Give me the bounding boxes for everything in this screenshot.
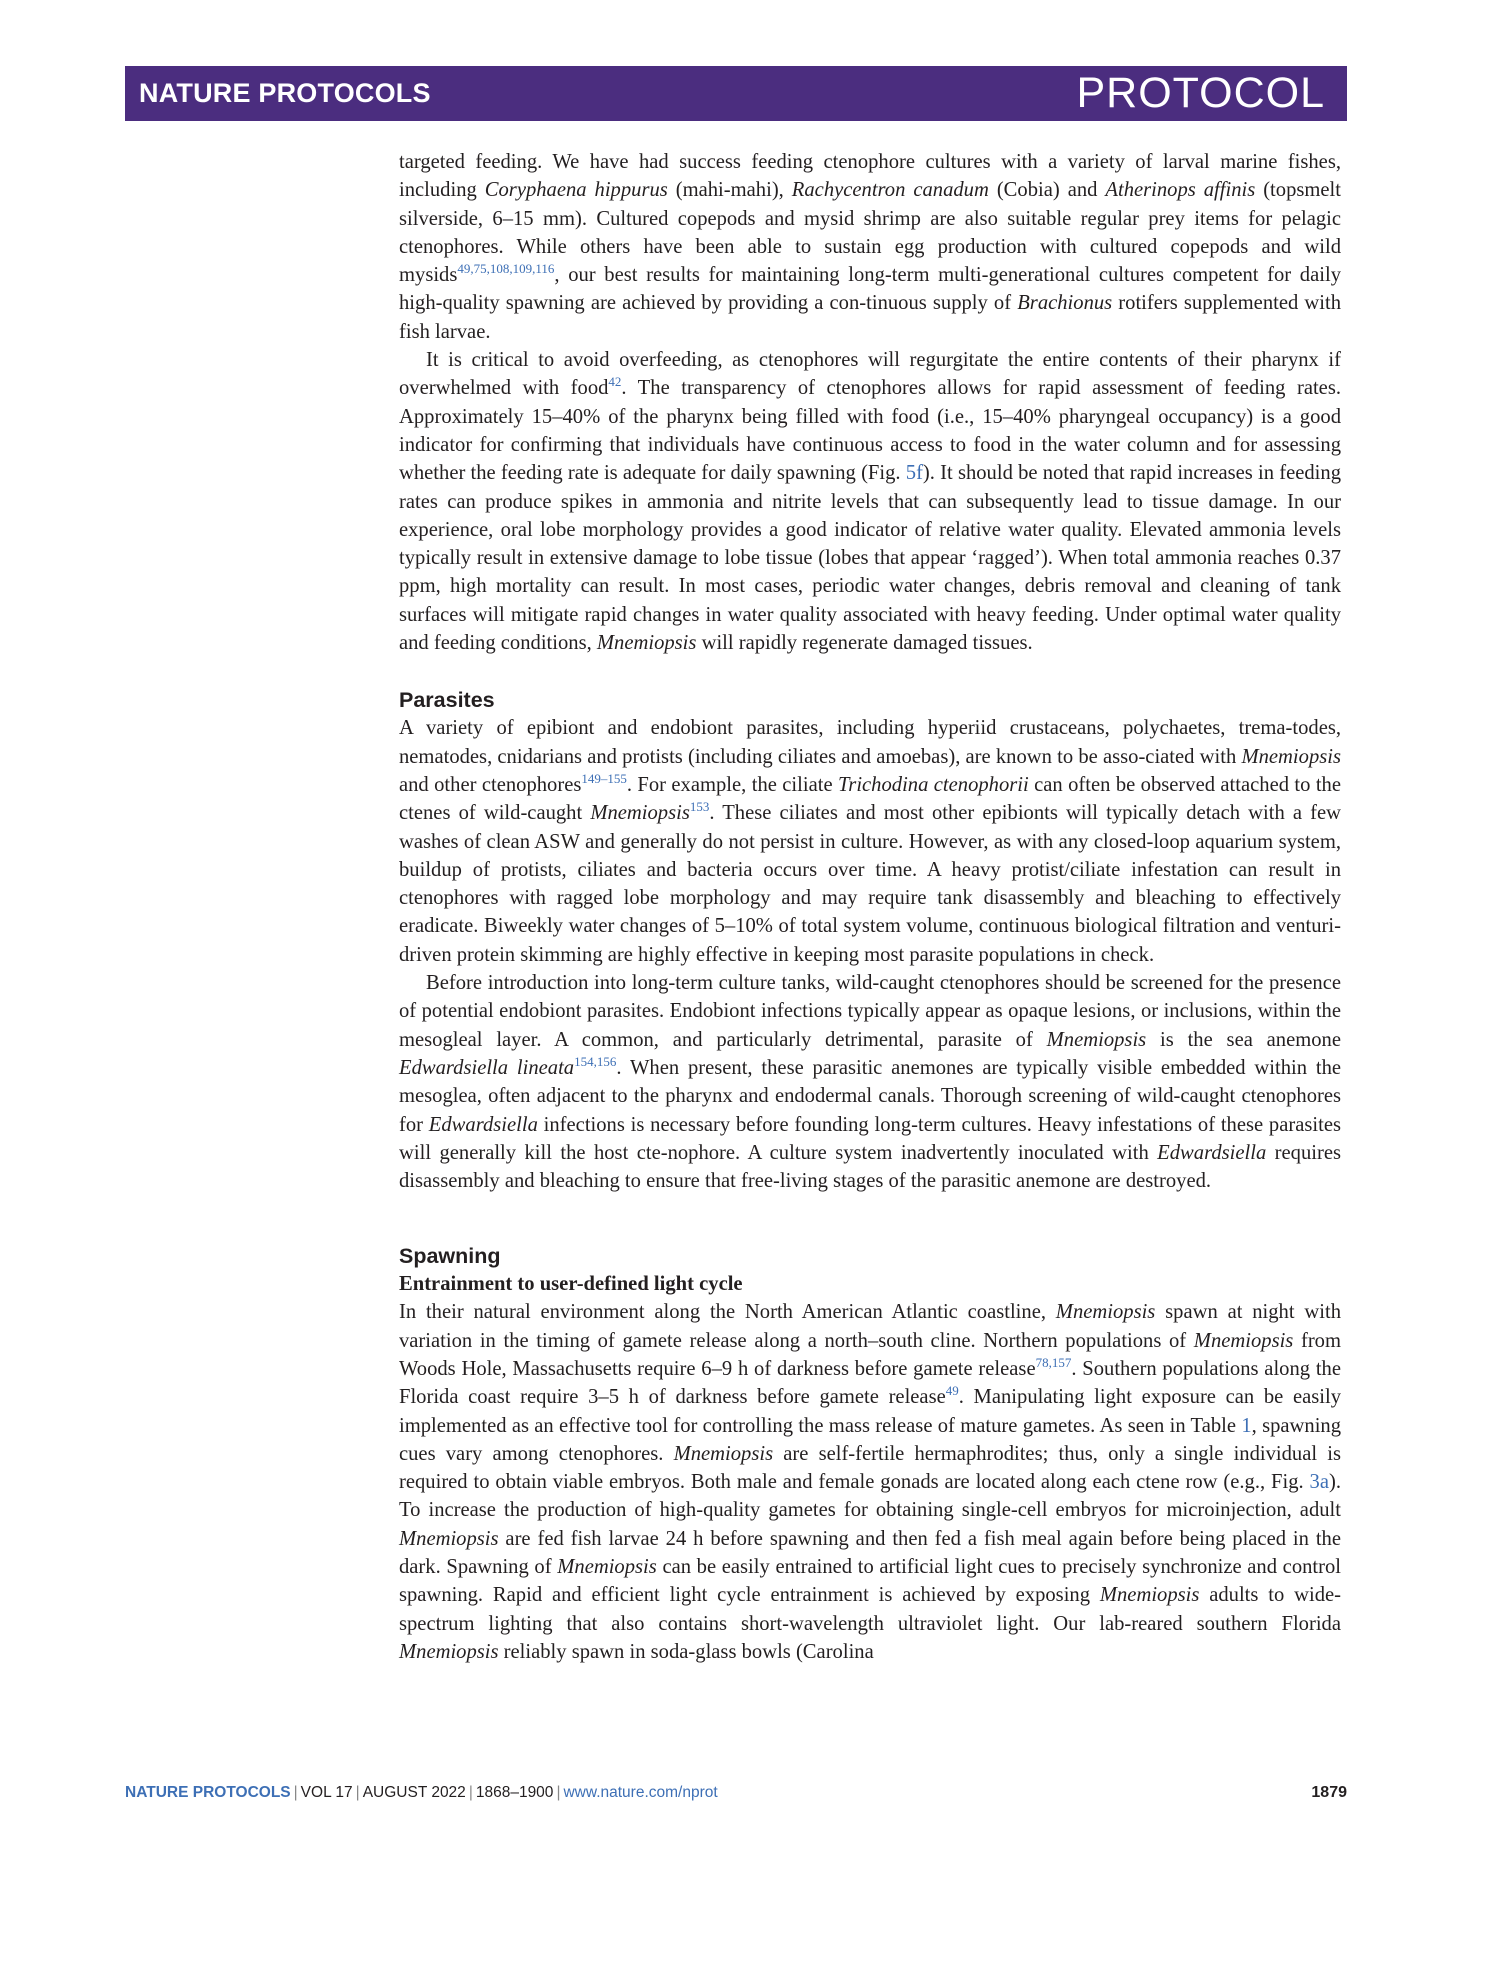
text-run: , spawning cues vary among ctenophores. (399, 1414, 1342, 1465)
paragraph (399, 346, 1341, 657)
footer-journal: NATURE PROTOCOLS (125, 1784, 291, 1801)
subsection-heading: Entrainment to user-defined light cycle (399, 1273, 743, 1296)
text-run: ). To increase the production of high-quality gametes for obtaining single-cell embryos for microinjection, adult (399, 1471, 1341, 1522)
paragraph (399, 969, 1341, 1195)
footer-volume: VOL 17 (300, 1784, 353, 1801)
text-run: . The transparency of ctenophores allows for rapid assessment of feeding rates. Approximately 15–40% of the pharynx being filled with food (i.e., 15–40% pharyngeal occupancy) is a good indicator for confirming that individuals have continuous access to food in the water column and for assessing whether the feeding rate is adequate for daily spawning (Fig. (399, 377, 1341, 485)
footer-separator: | (293, 1784, 298, 1801)
text-run: can be easily entrained to artificial light cues to precisely synchronize and control spawning. Rapid and efficient light cycle entrainment is achieved by exposing (399, 1556, 1342, 1607)
text-run: spawn at night with variation in the timing of gamete release along a north–south cline. Northern populations of (399, 1301, 1341, 1352)
text-run: . These ciliates and most other epibionts will typically detach with a few washes of clean ASW and generally do not persist in culture. However, as with any closed-loop aquarium system, buildup of protists, ciliates and bacteria occurs over time. A heavy protist/ciliate infestation can result in ctenophores with ragged lobe morphology and may require tank disassembly and bleaching to effectively eradicate. Biweekly water changes of 5–10% of total system volume, continuous biological filtration and venturi-driven protein skimming are highly effective in keeping most parasite populations in check. (399, 802, 1341, 966)
footer-separator: | (468, 1784, 473, 1801)
species-name: Mnemiopsis (590, 802, 690, 825)
citation-link[interactable]: 149–155 (581, 771, 627, 787)
species-name: Mnemiopsis (1193, 1329, 1294, 1352)
text-run: A variety of epibiont and endobiont parasites, including hyperiid crustaceans, polychaetes, trema-todes, nematodes, cnidarians and protists (including ciliates and amoebas), are known to be asso-ciated with (399, 717, 1341, 768)
species-name: Edwardsiella (428, 1113, 538, 1136)
citation-link[interactable]: 49 (945, 1383, 959, 1399)
footer-url-link[interactable]: www.nature.com/nprot (563, 1784, 718, 1801)
text-run: targeted feeding. We have had success feeding ctenophore cultures with a variety of larval marine fishes, including (399, 151, 1341, 202)
footer-pages: 1868–1900 (475, 1784, 554, 1801)
text-run: Before introduction into long-term culture tanks, wild-caught ctenophores should be screened for the presence of potential endobiont parasites. Endobiont infections typically appear as opaque lesions, or inclusions, within the mesogleal layer. A common, and particularly detrimental, parasite of (399, 972, 1341, 1051)
text-run: rotifers supplemented with fish larvae. (399, 292, 1341, 343)
text-run: will rapidly regenerate damaged tissues. (696, 632, 1033, 655)
text-run: adults to wide-spectrum lighting that also contains short-wavelength ultraviolet light. Our lab-reared southern Florida (399, 1584, 1341, 1635)
text-run: infections is necessary before founding long-term cultures. Heavy infestations of these parasites will generally kill the host cte-nophore. A culture system inadvertently inoculated with (399, 1113, 1341, 1164)
species-name: Atherinops affinis (1105, 179, 1256, 202)
document-type: PROTOCOL (1076, 69, 1325, 117)
figure-link[interactable]: 5f (905, 462, 923, 485)
species-name: Mnemiopsis (1241, 745, 1341, 768)
section-heading-parasites: Parasites (399, 688, 495, 713)
text-run: are self-fertile hermaphrodites; thus, only a single individual is required to obtain viable embryos. Both male and female gonads are located along each ctene row (e.g., Fig. (399, 1442, 1341, 1494)
species-name: Mnemiopsis (399, 1527, 499, 1550)
table-link[interactable]: 1 (1241, 1414, 1252, 1437)
text-run: . Southern populations along the Florida coast require 3–5 h of darkness before gamete release (399, 1357, 1341, 1409)
footer-separator: | (355, 1784, 360, 1801)
species-name: Edwardsiella lineata (399, 1056, 575, 1079)
page-footer (125, 1784, 1347, 1802)
paragraph (399, 1298, 1341, 1666)
species-name: Mnemiopsis (1046, 1028, 1147, 1051)
citation-link[interactable]: 153 (689, 799, 710, 815)
species-name: Brachionus (1017, 292, 1113, 315)
species-name: Mnemiopsis (399, 1640, 499, 1663)
text-run: reliably spawn in soda-glass bowls (Carolina (498, 1640, 874, 1663)
text-run: and other ctenophores (399, 773, 582, 796)
species-name: Mnemiopsis (596, 632, 697, 655)
text-run: can often be observed attached to the ctenes of wild-caught (399, 773, 1341, 825)
text-run: requires disassembly and bleaching to ensure that free-living stages of the parasitic anemone are destroyed. (399, 1141, 1341, 1193)
journal-name: NATURE PROTOCOLS (139, 78, 431, 108)
footer-citation (125, 1784, 718, 1802)
text-run: It is critical to avoid overfeeding, as ctenophores will regurgitate the entire contents of their pharynx if overwhelmed with food (399, 349, 1341, 400)
citation-link[interactable]: 42 (608, 374, 622, 390)
footer-date: AUGUST 2022 (362, 1784, 466, 1801)
citation-link[interactable]: 78,157 (1035, 1355, 1072, 1371)
species-name: Coryphaena hippurus (484, 179, 668, 202)
text-run: ). It should be noted that rapid increases in feeding rates can produce spikes in ammonia and nitrite levels that can subsequently lead to tissue damage. In our experience, oral lobe morphology provides a good indicator of relative water quality. Elevated ammonia levels typically result in extensive damage to lobe tissue (lobes that appear ‘ragged’). When total ammonia reaches 0.37 ppm, high mortality can result. In most cases, periodic water changes, debris removal and cleaning of tank surfaces will mitigate rapid changes in water quality associated with heavy feeding. Under optimal water quality and feeding conditions, (399, 462, 1341, 655)
text-run: , our best results for maintaining long-term multi-generational cultures competent for daily high-quality spawning are achieved by providing a con-tinuous supply of (399, 264, 1341, 315)
species-name: Mnemiopsis (1099, 1584, 1200, 1607)
species-name: Mnemiopsis (1055, 1301, 1156, 1324)
text-run: is the sea anemone (1146, 1028, 1341, 1051)
text-run: are fed fish larvae 24 h before spawning and then fed a fish meal again before being placed in the dark. Spawning of (399, 1527, 1341, 1579)
species-name: Edwardsiella (1157, 1141, 1267, 1164)
text-run: In their natural environment along the North American Atlantic coastline, (399, 1301, 1056, 1324)
species-name: Rachycentron canadum (791, 179, 989, 202)
section-heading-spawning: Spawning (399, 1244, 501, 1269)
species-name: Mnemiopsis (673, 1442, 774, 1465)
page-number: 1879 (1311, 1784, 1347, 1801)
citation-link[interactable]: 49,75,108,109,116 (457, 261, 555, 277)
text-run: . Manipulating light exposure can be easily implemented as an effective tool for controlling the mass release of mature gametes. As seen in Table (399, 1386, 1341, 1437)
figure-link[interactable]: 3a (1309, 1471, 1329, 1494)
page-header (125, 66, 1347, 121)
text-run: (Cobia) and (988, 179, 1106, 202)
paragraph (399, 148, 1341, 346)
species-name: Trichodina ctenophorii (837, 773, 1029, 796)
text-run: from Woods Hole, Massachusetts require 6–9 h of darkness before gamete release (399, 1329, 1341, 1380)
text-run: (topsmelt silverside, 6–15 mm). Cultured copepods and mysid shrimp are also suitable regular prey items for pelagic ctenophores. While others have been able to sustain egg production with cultured copepods and wild mysids (399, 179, 1341, 287)
paragraph (399, 714, 1341, 969)
citation-link[interactable]: 154,156 (574, 1054, 617, 1070)
species-name: Mnemiopsis (557, 1556, 657, 1579)
text-run: (mahi-mahi), (667, 179, 792, 202)
text-run: . For example, the ciliate (626, 773, 838, 796)
footer-separator: | (556, 1784, 561, 1801)
text-run: . When present, these parasitic anemones are typically visible embedded within the mesoglea, often adjacent to the pharynx and endodermal canals. Thorough screening of wild-caught ctenophores for (399, 1056, 1342, 1136)
article-body (399, 148, 1341, 1666)
